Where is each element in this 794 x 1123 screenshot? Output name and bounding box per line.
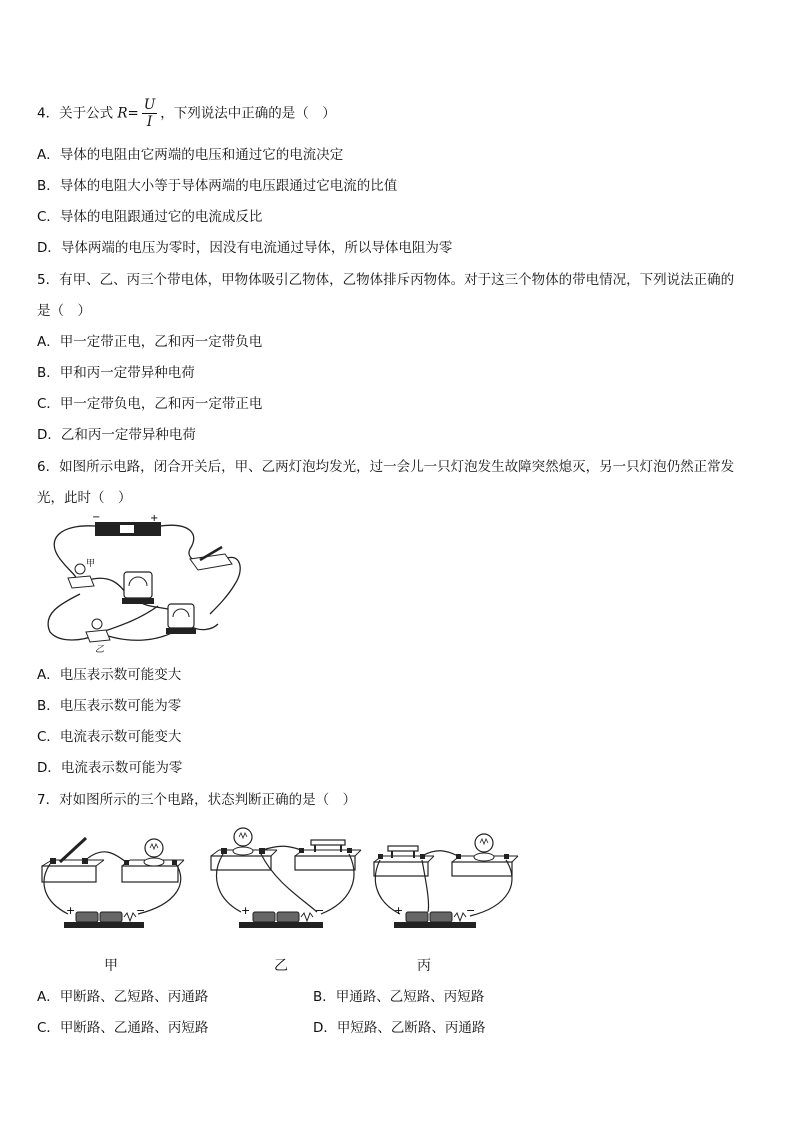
lamp-board <box>211 856 271 870</box>
q6-option-c: C．电流表示数可能变大 <box>37 729 182 745</box>
q6-option-d: D．电流表示数可能为零 <box>37 760 183 776</box>
q7-caption-jia: 甲 <box>104 958 118 974</box>
q4-stem <box>37 97 336 130</box>
battery-cell <box>406 912 428 922</box>
lamp-jia-bulb <box>75 564 85 574</box>
q6-circuit-figure <box>40 514 250 654</box>
switch-closed-bar <box>311 840 345 845</box>
battery-base <box>239 922 323 928</box>
battery-plus-label: + <box>241 904 251 917</box>
lamp-terminal <box>221 848 227 854</box>
lamp-socket <box>233 847 253 855</box>
q7-circuit-yi-diagram <box>205 822 365 937</box>
battery-base <box>394 922 476 928</box>
wire <box>160 525 205 562</box>
battery-spring <box>301 913 313 921</box>
battery-minus-label: − <box>136 904 146 917</box>
lamp-socket <box>144 858 164 866</box>
battery-cell <box>277 912 299 922</box>
q7-circuit-yi <box>205 822 365 937</box>
board-edge <box>512 856 518 862</box>
battery-spring <box>454 913 466 921</box>
lamp-jia-base <box>68 576 94 588</box>
q7-circuit-bing-diagram <box>370 822 525 937</box>
q7-circuit-bing <box>370 822 525 937</box>
q7-option-d: D．甲短路、乙断路、丙通路 <box>313 1020 486 1036</box>
battery-cell <box>253 912 275 922</box>
switch-board <box>295 856 355 870</box>
q7-option-b: B．甲通路、乙短路、丙短路 <box>313 989 485 1005</box>
battery-plus-label: + <box>150 513 159 524</box>
q4-formula-numerator: U <box>143 97 156 113</box>
ammeter-terminals <box>166 628 196 634</box>
switch-terminal <box>299 848 304 853</box>
q5-stem-line2: 是（ ） <box>37 303 91 319</box>
battery-plus-label: + <box>66 904 76 917</box>
q4-stem-prefix: 4．关于公式 <box>37 105 114 122</box>
board-edge <box>271 850 277 856</box>
switch-terminal <box>50 858 56 864</box>
q5-option-a: A．甲一定带正电，乙和丙一定带负电 <box>37 334 263 350</box>
lamp-socket <box>474 853 494 861</box>
q6-circuit-diagram <box>40 514 250 654</box>
wire <box>48 594 92 640</box>
battery-plus-label: + <box>394 904 404 917</box>
voltmeter-body <box>124 572 152 598</box>
board-edge <box>428 856 434 862</box>
board-edge <box>355 850 361 856</box>
q7-circuit-jia <box>38 822 188 937</box>
battery-spring <box>124 913 136 921</box>
battery-minus-label: − <box>92 512 101 523</box>
q6-stem-line1: 6．如图所示电路，闭合开关后，甲、乙两灯泡均发光，过一会儿一只灯泡发生故障突然熄灭，另一只灯泡仍然正常发 <box>37 459 735 475</box>
q4-stem-suffix: ，下列说法中正确的是（ ） <box>160 105 336 122</box>
q7-caption-yi: 乙 <box>274 958 288 974</box>
q7-caption-bing: 丙 <box>417 958 431 974</box>
switch-closed-bar <box>388 846 418 851</box>
battery-minus-label: − <box>466 904 476 917</box>
lamp-jia-label: 甲 <box>86 559 96 569</box>
board-edge <box>96 860 104 866</box>
q6-stem-line2: 光，此时（ ） <box>37 490 132 506</box>
q7-stem: 7．对如图所示的三个电路，状态判断正确的是（ ） <box>37 792 357 808</box>
q6-option-b: B．电压表示数可能为零 <box>37 698 182 714</box>
q7-option-c: C．甲断路、乙通路、丙短路 <box>37 1020 209 1036</box>
board-edge <box>178 860 184 866</box>
battery-cell <box>76 912 98 922</box>
battery-cell <box>430 912 452 922</box>
lamp-yi-label: 乙 <box>95 645 105 655</box>
battery-cell <box>100 912 122 922</box>
wire <box>263 846 301 850</box>
wire <box>102 606 158 632</box>
lamp-terminal <box>504 854 509 859</box>
q7-option-a: A．甲断路、乙短路、丙通路 <box>37 989 209 1005</box>
q6-option-a: A．电压表示数可能变大 <box>37 667 182 683</box>
board-edge <box>211 850 219 856</box>
q4-option-b: B．导体的电阻大小等于导体两端的电压跟通过它电流的比值 <box>37 178 398 194</box>
lamp-yi-base <box>86 630 110 642</box>
q5-option-b: B．甲和丙一定带异种电荷 <box>37 365 195 381</box>
lamp-board <box>122 866 178 882</box>
switch-terminal <box>347 848 352 853</box>
q4-option-a: A．导体的电阻由它两端的电压和通过它的电流决定 <box>37 147 344 163</box>
switch-board <box>42 866 96 882</box>
wire <box>54 526 95 578</box>
switch-board <box>374 862 428 876</box>
battery-window <box>120 525 134 533</box>
q7-circuit-jia-diagram <box>38 822 188 937</box>
switch-terminal <box>82 858 88 864</box>
lamp-board <box>452 862 512 876</box>
switch-terminal <box>378 854 383 859</box>
lamp-yi-bulb <box>92 619 102 629</box>
wire <box>422 851 458 856</box>
q5-option-c: C．甲一定带负电，乙和丙一定带正电 <box>37 396 263 412</box>
ammeter-body <box>168 604 194 628</box>
battery-minus-label: − <box>315 904 325 917</box>
q5-stem-line1: 5．有甲、乙、丙三个带电体，甲物体吸引乙物体，乙物体排斥丙物体。对于这三个物体的带电情况，下列说法正确的 <box>37 272 735 288</box>
q4-option-d: D．导体两端的电压为零时，因没有电流通过导体，所以导体电阻为零 <box>37 240 453 256</box>
q5-option-d: D．乙和丙一定带异种电荷 <box>37 427 196 443</box>
lamp-terminal <box>259 848 265 854</box>
battery-base <box>64 922 144 928</box>
wire <box>88 578 128 596</box>
q4-formula-fraction <box>142 97 157 130</box>
voltmeter-terminals <box>122 598 154 604</box>
q4-formula-denominator: I <box>146 114 153 130</box>
q4-formula-lhs: R= <box>117 105 139 122</box>
q4-option-c: C．导体的电阻跟通过它的电流成反比 <box>37 209 263 225</box>
switch-base <box>190 554 232 570</box>
